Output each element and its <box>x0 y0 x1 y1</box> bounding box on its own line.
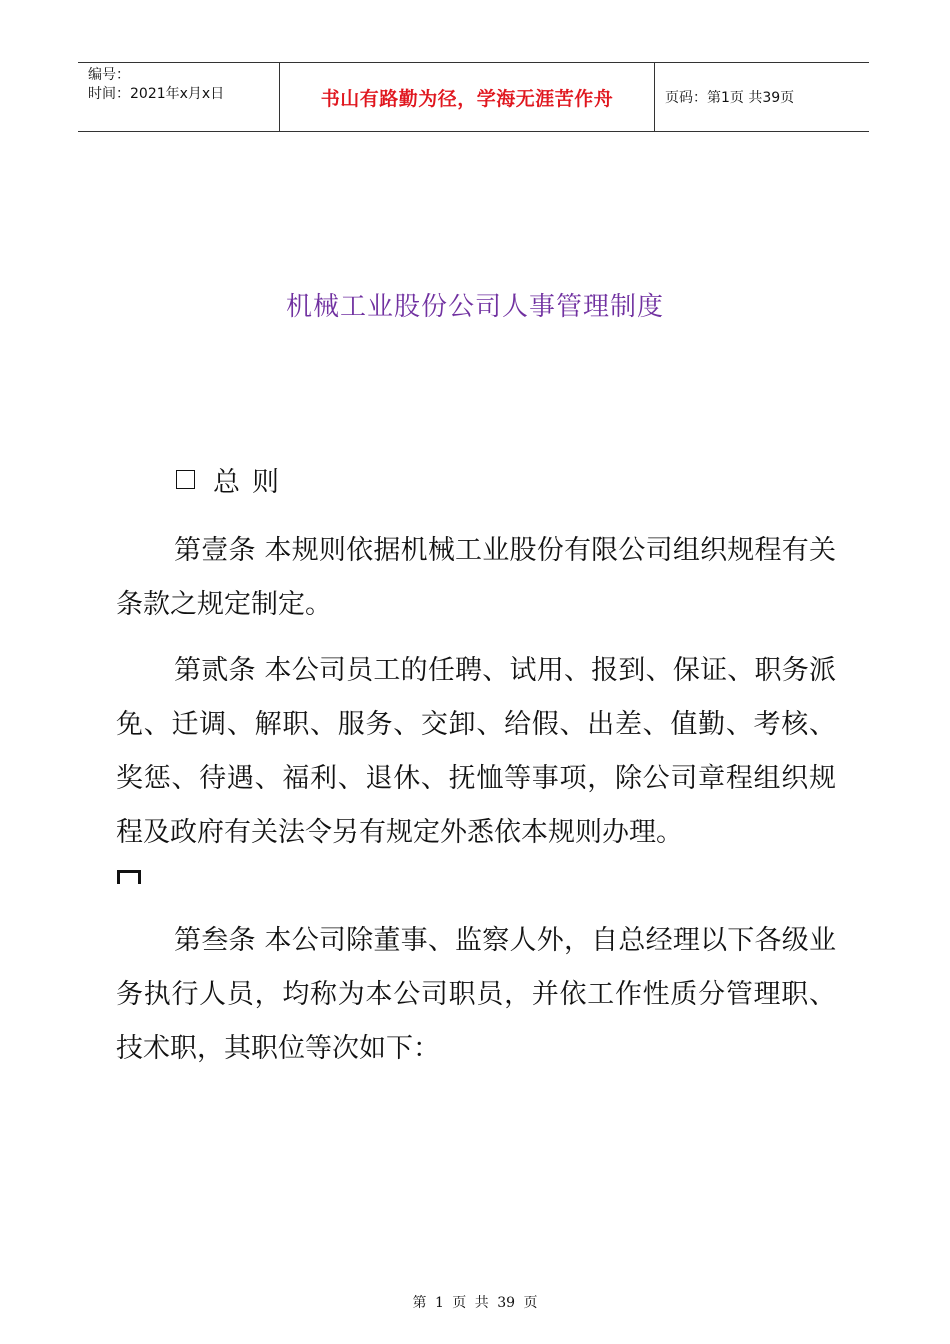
article-3: 第叁条 本公司除董事、监察人外，自总经理以下各级业务执行人员，均称为本公司职员，并依工作性质分管理职、技术职，其职位等次如下： <box>116 925 836 1064</box>
section-label: 总则 <box>213 467 291 498</box>
section-heading <box>176 460 291 499</box>
document-title: 机械工业股份公司人事管理制度 <box>285 292 664 322</box>
article-2: 第贰条 本公司员工的任聘、试用、报到、保证、职务派免、迁调、解职、服务、交卸、给假、出差、值勤、考核、奖惩、待遇、福利、退休、抚恤等事项，除公司章程组织规程及政府有关法令另有规定外悉依本规则办理。 <box>116 655 836 848</box>
page-footer: 第 1 页 共 39 页 <box>412 1295 538 1311</box>
page-header <box>78 62 869 132</box>
bracket-mark-icon <box>117 870 141 884</box>
checkbox-icon <box>176 470 195 489</box>
header-meta <box>78 63 280 131</box>
document-number-label: 编号： <box>88 67 130 83</box>
article-1: 第壹条 本规则依据机械工业股份有限公司组织规程有关条款之规定制定。 <box>116 535 836 620</box>
document-time: 时间：2021年x月x日 <box>88 86 225 102</box>
header-page-info: 页码：第1页 共39页 <box>665 90 795 106</box>
header-motto: 书山有路勤为径，学海无涯苦作舟 <box>280 63 655 131</box>
